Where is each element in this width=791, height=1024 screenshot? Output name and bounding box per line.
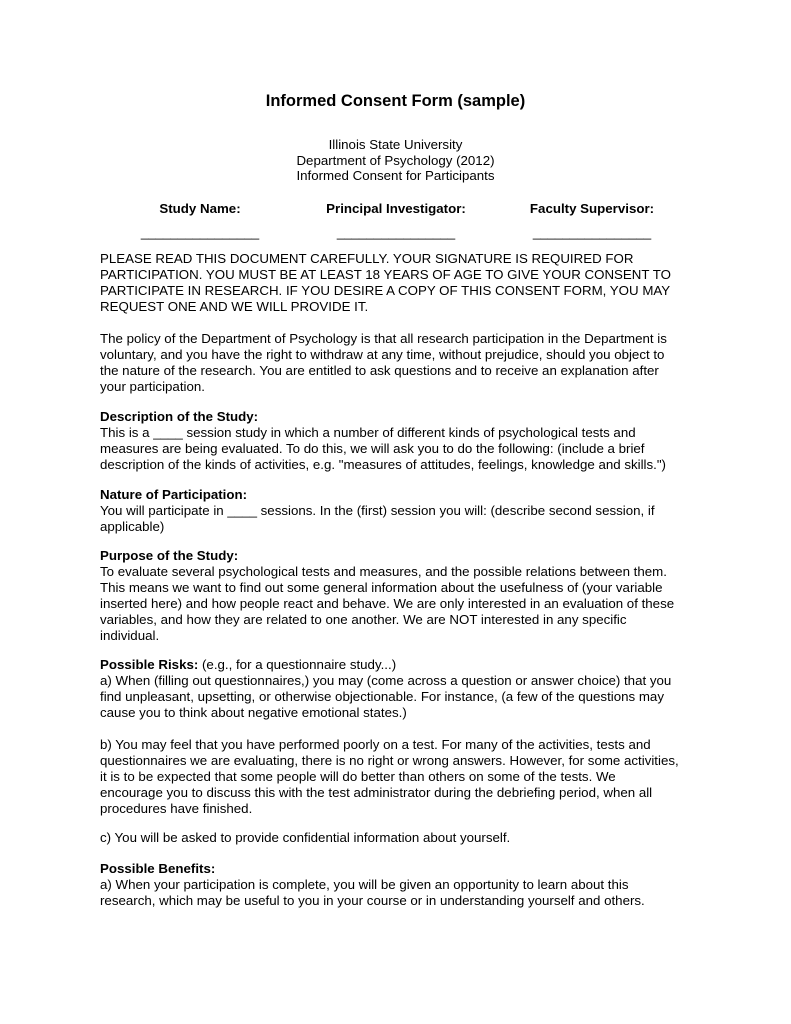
section-heading: Possible Risks: — [100, 657, 199, 672]
text-line: a) When your participation is complete, you will be given an opportunity to learn about this — [100, 877, 629, 892]
subtitle-block — [0, 137, 791, 184]
notice-paragraph — [100, 251, 720, 315]
text-line: PLEASE READ THIS DOCUMENT CAREFULLY. YOUR SIGNATURE IS REQUIRED FOR — [100, 251, 634, 266]
benefits-section — [100, 861, 720, 909]
form-subtitle: Informed Consent for Participants — [296, 168, 495, 183]
text-line: c) You will be asked to provide confidential information about yourself. — [100, 830, 511, 845]
text-line: measures are being evaluated. To do this, we will ask you to do the following: (include a brief — [100, 441, 645, 456]
risks-b-paragraph — [100, 737, 720, 817]
faculty-supervisor-field — [507, 201, 677, 241]
risks-section — [100, 657, 720, 721]
purpose-section — [100, 548, 720, 644]
description-section — [100, 409, 720, 473]
heading-note: (e.g., for a questionnaire study...) — [198, 657, 397, 672]
text-line: applicable) — [100, 519, 165, 534]
section-heading: Nature of Participation: — [100, 487, 248, 502]
text-line: To evaluate several psychological tests and measures, and the possible relations between them. — [100, 564, 667, 579]
page-title: Informed Consent Form (sample) — [265, 92, 526, 110]
section-heading: Possible Benefits: — [100, 861, 216, 876]
text-line: individual. — [100, 628, 160, 643]
text-line: description of the kinds of activities, e.g. "measures of attitudes, feelings, knowledge and skills.") — [100, 457, 666, 472]
text-line: PARTICIPATE IN RESEARCH. IF YOU DESIRE A COPY OF THIS CONSENT FORM, YOU MAY — [100, 283, 671, 298]
text-line: your participation. — [100, 379, 205, 394]
nature-section — [100, 487, 720, 535]
faculty-supervisor-blank[interactable]: ________________ — [532, 225, 652, 240]
text-line: REQUEST ONE AND WE WILL PROVIDE IT. — [100, 299, 369, 314]
text-line: find unpleasant, upsetting, or otherwise objectionable. For instance, (a few of the questions may — [100, 689, 664, 704]
text-line: it is to be expected that some people will do better than others on some of the tests. We — [100, 769, 616, 784]
text-line: procedures have finished. — [100, 801, 253, 816]
text-line: voluntary, and you have the right to withdraw at any time, without prejudice, should you object to — [100, 347, 665, 362]
text-line: cause you to think about negative emotional states.) — [100, 705, 407, 720]
principal-investigator-field — [311, 201, 481, 241]
text-line: a) When (filling out questionnaires,) you may (come across a question or answer choice) that you — [100, 673, 672, 688]
principal-investigator-blank[interactable]: ________________ — [336, 225, 456, 240]
text-line: questionnaires we are evaluating, there is no right or wrong answers. However, for some activities, — [100, 753, 679, 768]
text-line: b) You may feel that you have performed poorly on a test. For many of the activities, tests and — [100, 737, 651, 752]
text-line: This is a ____ session study in which a number of different kinds of psychological tests and — [100, 425, 636, 440]
department-name: Department of Psychology (2012) — [296, 152, 495, 168]
faculty-supervisor-label: Faculty Supervisor: — [529, 201, 655, 216]
study-name-field — [115, 201, 285, 241]
risks-c-paragraph — [100, 830, 720, 846]
text-line: The policy of the Department of Psychology is that all research participation in the Department is — [100, 331, 667, 346]
study-name-label: Study Name: — [159, 201, 241, 216]
text-line: the nature of the research. You are entitled to ask questions and to receive an explanation after — [100, 363, 659, 378]
text-line: inserted here) and how people react and behave. We are only interested in an evaluation of these — [100, 596, 675, 611]
section-heading: Purpose of the Study: — [100, 548, 239, 563]
study-name-blank[interactable]: ________________ — [140, 225, 260, 240]
principal-investigator-label: Principal Investigator: — [326, 201, 466, 216]
text-line: variables, and how they are related to one another. We are NOT interested in any specific — [100, 612, 627, 627]
text-line: You will participate in ____ sessions. In the (first) session you will: (describe second session, if — [100, 503, 655, 518]
text-line: This means we want to find out some general information about the usefulness of (your variable — [100, 580, 663, 595]
university-name: Illinois State University — [328, 137, 463, 152]
section-heading: Description of the Study: — [100, 409, 259, 424]
text-line: encourage you to discuss this with the test administrator during the debriefing period, when all — [100, 785, 653, 800]
policy-paragraph — [100, 331, 720, 395]
text-line: research, which may be useful to you in your course or in understanding yourself and others. — [100, 893, 645, 908]
text-line: PARTICIPATION. YOU MUST BE AT LEAST 18 YEARS OF AGE TO GIVE YOUR CONSENT TO — [100, 267, 671, 282]
